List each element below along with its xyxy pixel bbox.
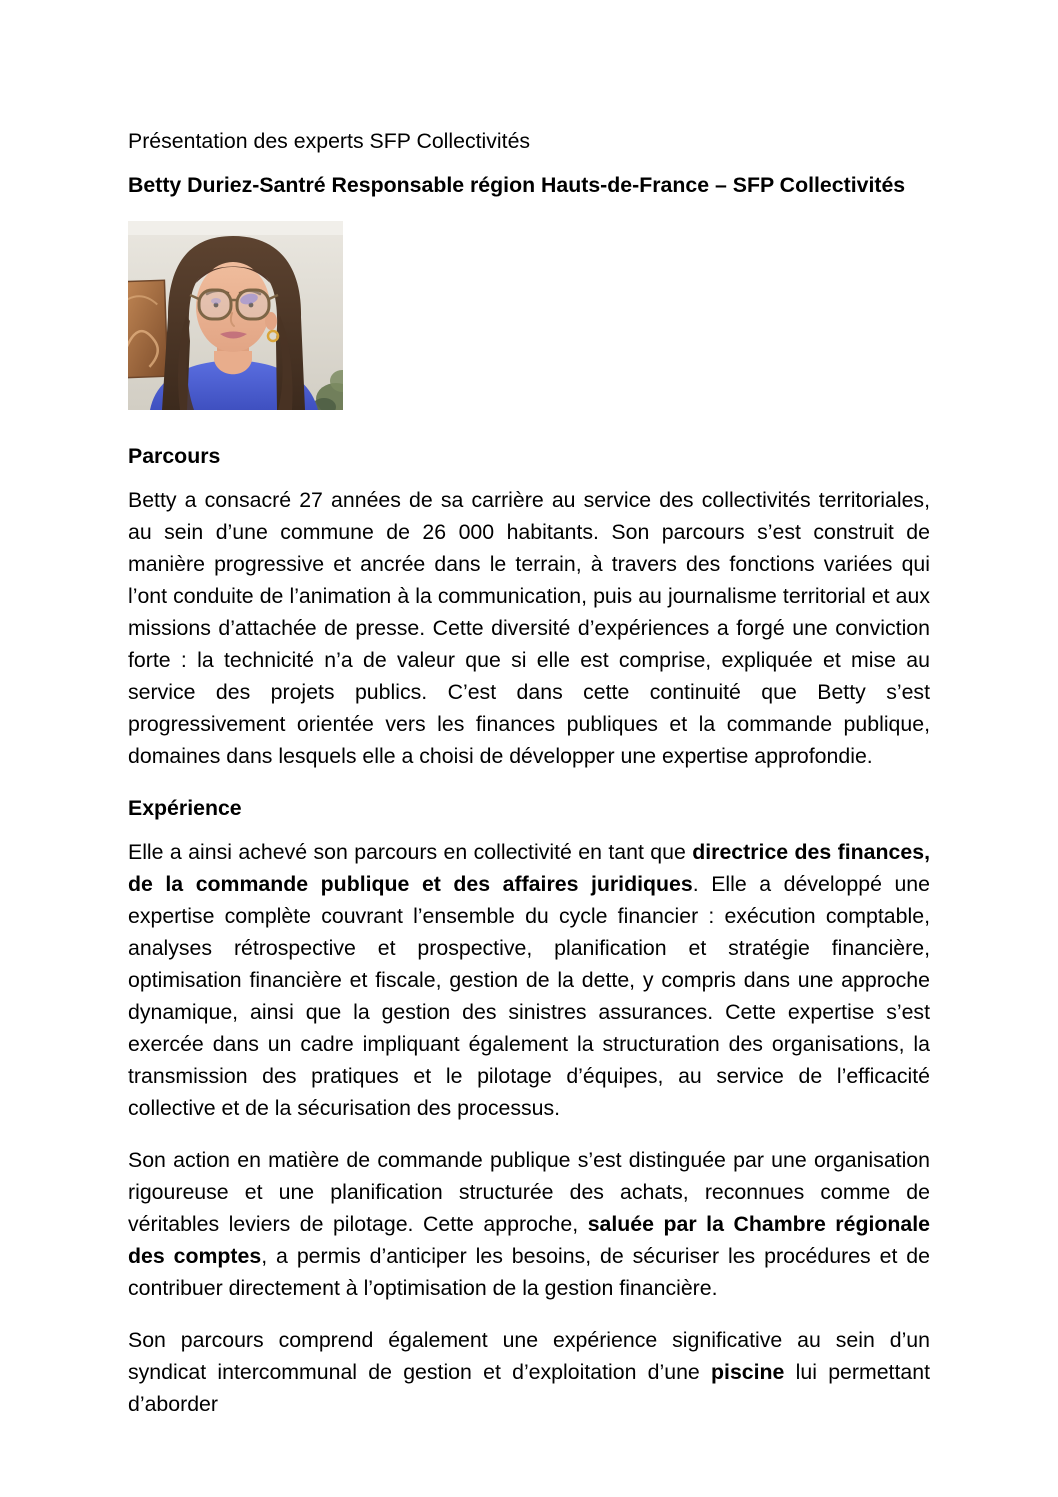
text-run-bold: piscine (711, 1360, 785, 1384)
portrait-lens-reflection-small (211, 298, 221, 304)
photo-ceiling-strip (128, 221, 343, 235)
text-run: lui permettant d’aborder (128, 1360, 936, 1416)
paragraph-experience-2 (128, 1144, 936, 1304)
paragraph-experience-3 (128, 1324, 936, 1420)
text-run: Son action en matière de commande publique s’est distinguée par une organisation rigoureuse et une planification structurée des achats, reconnues comme de véritables leviers de pilotage. Cette approche, (128, 1148, 936, 1236)
photo-artwork (128, 280, 168, 378)
text-run: Betty a consacré 27 années de sa carrière au service des collectivités territoriales, au sein d’une commune de 26 000 habitants. Son parcours s’est construit de manière progressive et ancrée dans le terrain, à travers des fonctions variées qui l’ont conduite de l’animation à la communication, puis au journalisme territorial et aux missions d’attachée de presse. Cette diversité d’expériences a forgé une conviction forte : la technicité n’a de valeur que si elle est comprise, expliquée et mise au service des projets publics. C’est dans cette continuité que Betty s’est progressivement orientée vers les finances publiques et la commande publique, domaines dans lesquels elle a choisi de développer une expertise approfondie. (128, 488, 936, 768)
portrait-illustration (128, 221, 343, 410)
paragraph-experience-1 (128, 836, 936, 1124)
document-title: Betty Duriez-Santré Responsable région Hauts-de-France – SFP Collectivités (128, 173, 906, 197)
paragraph-parcours (128, 484, 936, 772)
section-heading-parcours: Parcours (128, 444, 221, 468)
text-run: , a permis d’anticiper les besoins, de sécuriser les procédures et de contribuer directement à l’optimisation de la gestion financière. (128, 1244, 936, 1300)
text-run: Son parcours comprend également une expérience significative au sein d’un syndicat intercommunal de gestion et d’exploitation d’une (128, 1328, 936, 1384)
text-run-bold: directrice des finances, de la commande publique et des affaires juridiques (128, 840, 936, 896)
intro-line: Présentation des experts SFP Collectivités (128, 129, 531, 153)
text-run: . Elle a développé une expertise complète couvrant l’ensemble du cycle financier : exécution comptable, analyses rétrospective et prospective, planification et stratégie financière, optimisation financière et fiscale, gestion de la dette, y compris dans une approche dynamique, ainsi que la gestion des sinistres assurances. Cette expertise s’est exercée dans un cadre impliquant également la structuration des organisations, la transmission des pratiques et le pilotage d’équipes, au service de l’efficacité collective et de la sécurisation des processus. (128, 872, 936, 1120)
section-heading-experience: Expérience (128, 796, 242, 820)
text-run-bold: saluée par la Chambre régionale des comptes (128, 1212, 936, 1268)
text-run: Elle a ainsi achevé son parcours en collectivité en tant que (128, 840, 693, 864)
profile-photo (128, 221, 343, 410)
